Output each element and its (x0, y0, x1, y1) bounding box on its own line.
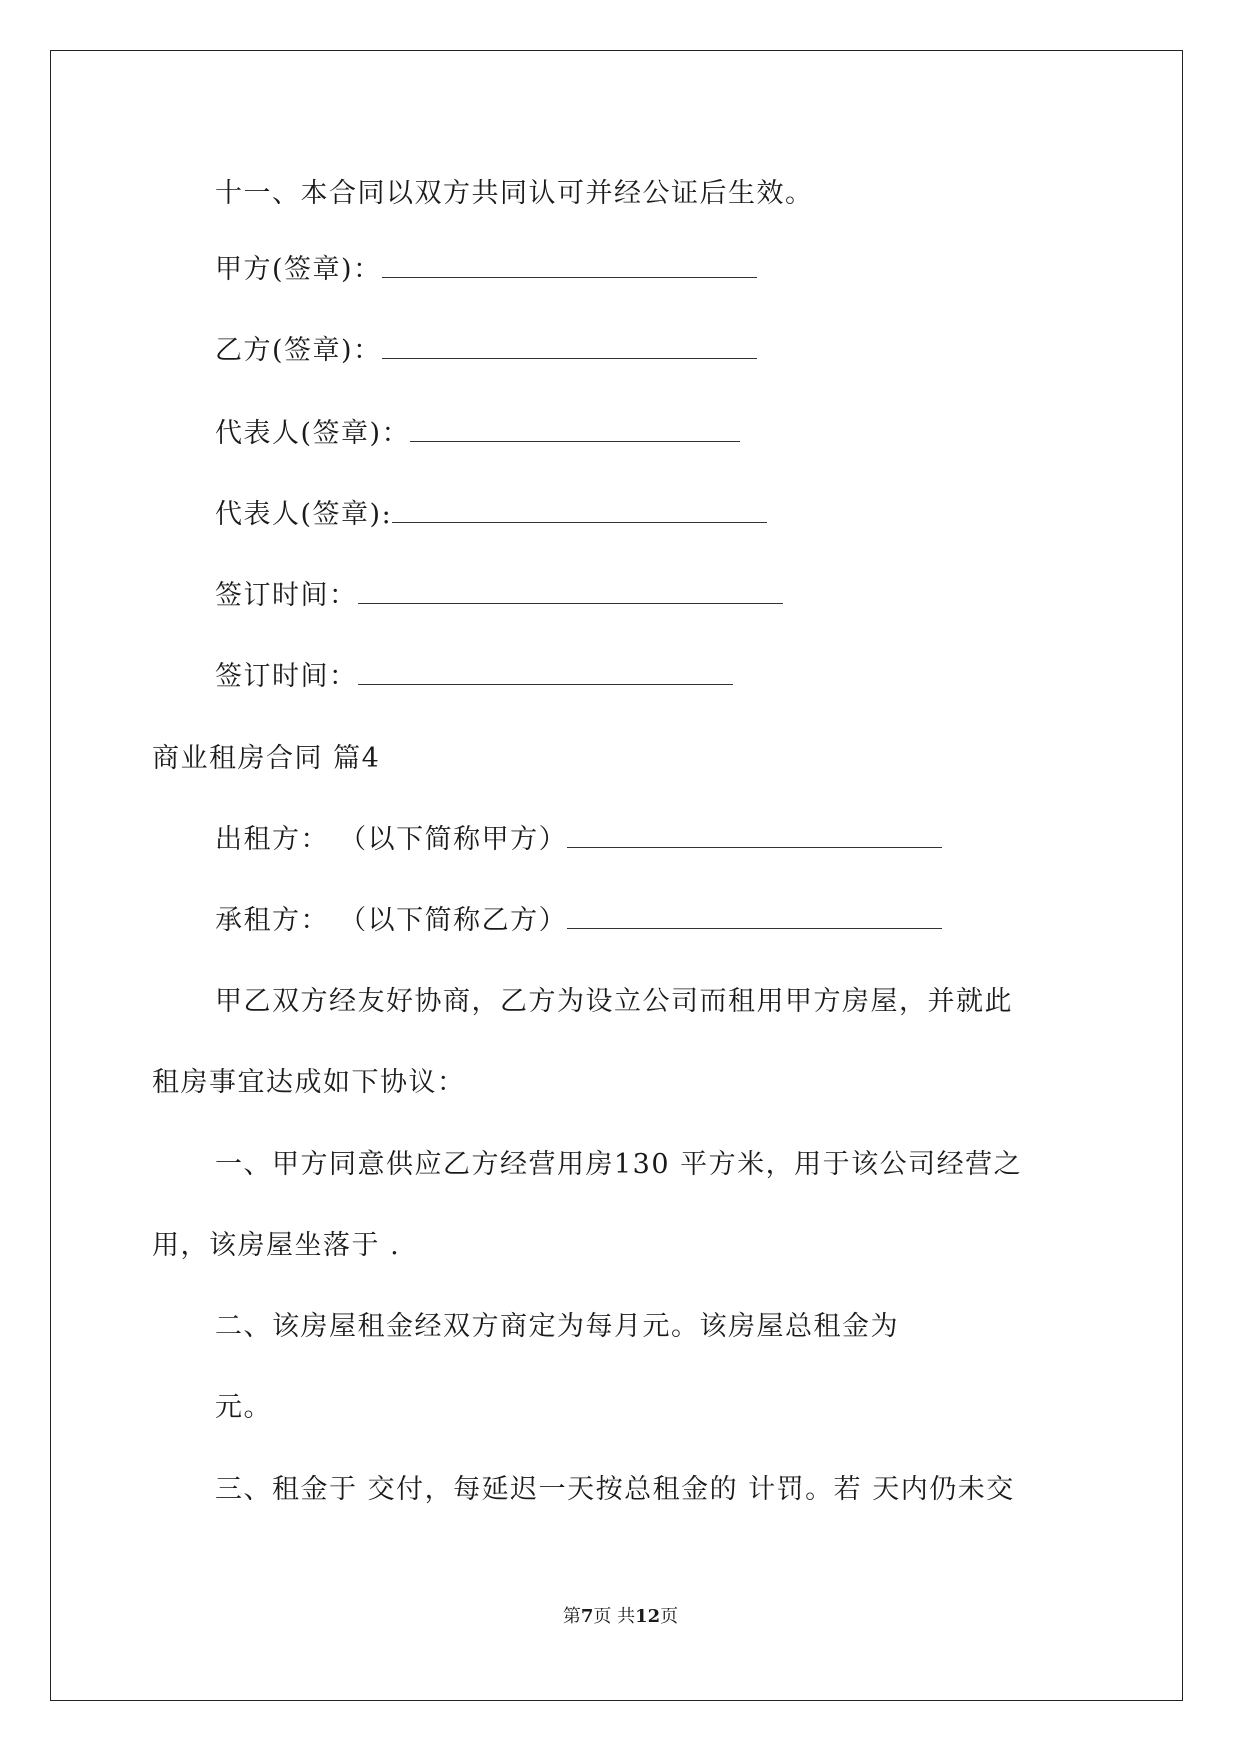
representative-signature-label-2: 代表人(签章): (215, 499, 393, 530)
lessee-label: 承租方： （以下简称乙方） (215, 905, 568, 936)
clause-1-line-2 (152, 1232, 400, 1259)
page-footer (0, 1608, 1241, 1626)
clause-11-text: 十一、本合同以双方共同认可并经公证后生效。 (215, 178, 814, 209)
clause-2-text-1: 二、该房屋租金经双方商定为每月元。该房屋总租金为 (215, 1311, 899, 1342)
party-a-signature-label: 甲方(签章)： (215, 254, 382, 285)
intro-line-2 (152, 1069, 466, 1096)
party-b-signature-blank (382, 338, 757, 359)
section-title (152, 745, 380, 772)
clause-3-text-1: 三、租金于 交付，每延迟一天按总租金的 计罚。若 天内仍未交 (215, 1474, 1015, 1505)
footer-page-number: 7 (580, 1606, 594, 1627)
clause-3-line-1 (215, 1476, 1015, 1503)
clause-11 (215, 180, 814, 207)
lessor-line (215, 826, 942, 853)
signing-date-line-1 (215, 582, 783, 609)
party-b-signature-line (215, 337, 757, 364)
footer-mid: 页 共 (593, 1606, 636, 1627)
lessor-blank (567, 827, 942, 848)
representative-signature-label-1: 代表人(签章)： (215, 418, 411, 449)
clause-2-line-2 (215, 1394, 272, 1421)
lessor-label: 出租方： （以下简称甲方） (215, 824, 568, 855)
intro-line-1 (215, 988, 1013, 1015)
signing-date-label-2: 签订时间： (215, 661, 358, 692)
lessee-blank (567, 908, 942, 929)
signing-date-line-2 (215, 663, 733, 690)
signing-date-blank-2 (358, 664, 733, 685)
party-a-signature-line (215, 256, 757, 283)
representative-signature-line-2 (215, 501, 767, 528)
clause-1-text-2: 用，该房屋坐落于 . (152, 1230, 401, 1261)
intro-text-2: 租房事宜达成如下协议： (152, 1067, 466, 1098)
signing-date-blank-1 (358, 583, 783, 604)
clause-2-text-2: 元。 (215, 1392, 272, 1423)
footer-suffix: 页 (660, 1606, 679, 1627)
footer-total-pages: 12 (635, 1606, 661, 1627)
representative-signature-blank-2 (392, 502, 767, 523)
footer-prefix: 第 (562, 1606, 581, 1627)
clause-1-line-1 (215, 1151, 1022, 1178)
page-border (50, 50, 1183, 1701)
party-a-signature-blank (382, 257, 757, 278)
clause-1-text-1: 一、甲方同意供应乙方经营用房130 平方米，用于该公司经营之 (215, 1149, 1023, 1180)
intro-text-1: 甲乙双方经友好协商，乙方为设立公司而租用甲方房屋，并就此 (215, 986, 1013, 1017)
signing-date-label-1: 签订时间： (215, 580, 358, 611)
lessee-line (215, 907, 942, 934)
section-title-text: 商业租房合同 篇4 (152, 743, 381, 774)
party-b-signature-label: 乙方(签章)： (215, 335, 382, 366)
clause-2-line-1 (215, 1313, 899, 1340)
representative-signature-line-1 (215, 420, 740, 447)
representative-signature-blank-1 (410, 421, 740, 442)
